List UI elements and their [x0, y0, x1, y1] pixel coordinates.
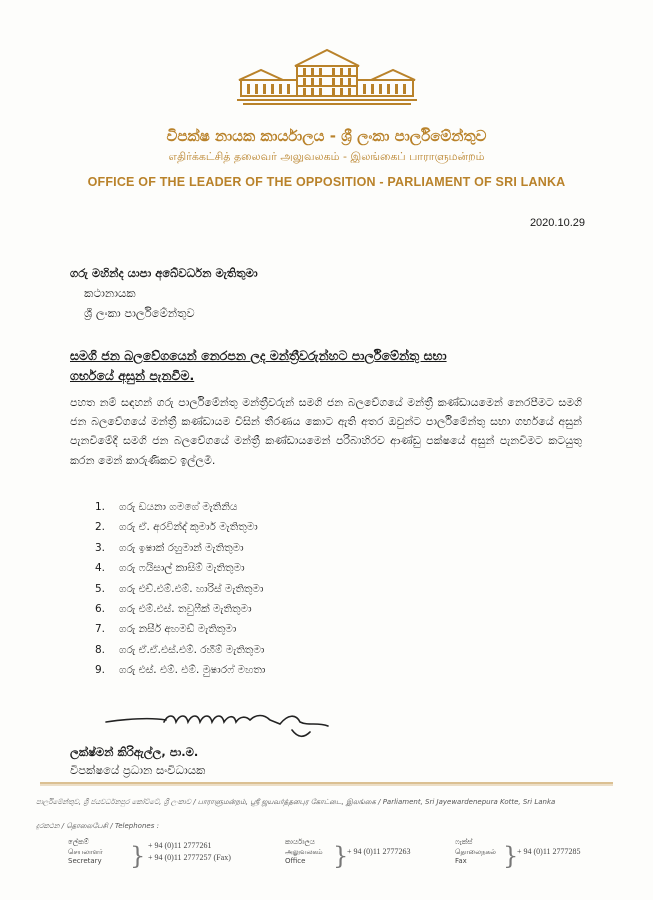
signer-title: විපක්ෂයේ ප්‍රධාන සංවිධායක	[70, 763, 206, 777]
member-number: 2.	[95, 521, 106, 534]
secretary-fax: + 94 (0)11 2777257 (Fax)	[148, 853, 231, 862]
member-name: ගරු නසීර් අහමඩ් මැතිතුමා	[119, 623, 237, 636]
signature	[104, 708, 340, 744]
member-number: 4.	[95, 562, 106, 575]
member-item	[95, 497, 265, 517]
footer-telephones-label: දුරකථන / தொலைபேசி / Telephones :	[36, 822, 159, 830]
footer-divider	[40, 782, 613, 786]
brace-icon: }	[503, 842, 519, 870]
member-name: ගරු ඒ.ඒ.එස්.එම්. රහීම් මැතිතුමා	[119, 643, 265, 656]
brace-icon: }	[333, 842, 349, 870]
member-name: ගරු එච්.එම්.එම්. හාරිස් මැතිතුමා	[119, 582, 264, 595]
addressee-title: කථානායක	[84, 286, 136, 300]
member-number: 5.	[95, 582, 106, 595]
member-item	[95, 538, 265, 558]
member-number: 7.	[95, 623, 106, 636]
member-name: ගරු එම්.එස්. තවුෆීක් මැතිතුමා	[119, 603, 252, 616]
member-name: ගරු ඉෂාක් රහුමාන් මැතිතුමා	[119, 541, 244, 554]
member-name: ගරු ෆයිසාල් කාසිම් මැතිතුමා	[119, 562, 245, 575]
secretary-label-ta: செயலாளர்	[68, 847, 103, 856]
office-tel: + 94 (0)11 2777263	[347, 847, 411, 856]
letter-subject	[70, 346, 580, 386]
office-title-sinhala: විපක්ෂ නායක කාර්යාලය - ශ්‍රී ලංකා පාර්ලිමේන්තුව	[166, 127, 487, 145]
member-item	[95, 640, 265, 660]
member-list	[95, 497, 265, 681]
office-label-en: Office	[285, 857, 306, 865]
member-item	[95, 660, 265, 680]
letter-date: 2020.10.29	[529, 217, 585, 229]
secretary-label-si: ලේකම්	[68, 838, 89, 846]
brace-icon: }	[130, 842, 146, 870]
office-label-si: කාර්යාලය	[285, 838, 315, 846]
subject-line-1: සමගි ජන බලවේගයෙන් නෙරපන ලද මන්ත්‍රීවරුන්හට පාර්ලිමේන්තු සභා	[70, 348, 447, 363]
member-number: 3.	[95, 541, 106, 554]
member-item	[95, 517, 265, 537]
fax-tel: + 94 (0)11 2777285	[517, 847, 581, 856]
addressee-institution: ශ්‍රී ලංකා පාර්ලිමේන්තුව	[84, 306, 195, 320]
fax-label-ta: தொலைநகல்	[455, 847, 496, 856]
parliament-logo	[237, 44, 417, 106]
office-title-tamil: எதிர்க்கட்சித் தலைவர் அலுவலகம் - இலங்கைப் பாராளுமன்றம்	[168, 150, 485, 163]
addressee-block	[70, 263, 258, 323]
fax-label-si: ෆැක්ස්	[455, 838, 473, 846]
office-label-ta: அலுவலகம்	[285, 847, 323, 856]
member-number: 9.	[95, 664, 106, 677]
signer-name: ලක්ෂ්මන් කිරිඇල්ල, පා.ම.	[70, 745, 199, 759]
fax-label-en: Fax	[455, 857, 467, 865]
office-title-english: OFFICE OF THE LEADER OF THE OPPOSITION - PARLIAMENT OF SRI LANKA	[87, 175, 566, 189]
footer-address: පාර්ලිමේන්තුව, ශ්‍රී ජයවර්ධනපුර කෝට්ටේ, ශ්‍රී ලංකාව / பாராளுமன்றம், ஸ்ரீ ஜயவர்த்தனபுர கோட்டை, இலங்கை / Parliament, Sri Jayewardenepura Kotte, Sri Lanka	[36, 798, 556, 806]
member-number: 6.	[95, 603, 106, 616]
signer-block	[70, 743, 205, 779]
member-number: 1.	[95, 501, 106, 513]
member-item	[95, 579, 265, 599]
member-name: ගරු එස්. එම්. එම්. මුෂාරෆ් මහතා	[119, 664, 266, 677]
member-item	[95, 599, 265, 619]
subject-line-2: ගර්භයේ අසුන් පැනවීම.	[70, 368, 195, 383]
member-item	[95, 619, 265, 639]
member-item	[95, 558, 265, 578]
secretary-label-en: Secretary	[68, 857, 102, 865]
secretary-tel: + 94 (0)11 2777261	[148, 841, 212, 850]
addressee-name: ගරු මහින්ද යාපා අබේවර්ධන මැතිතුමා	[70, 266, 258, 280]
member-name: ගරු ඒ. අරවින්ද් කුමාර් මැතිතුමා	[119, 521, 258, 534]
letter-body: පහත නම් සඳහන් ගරු පාර්ලිමේන්තු මන්ත්‍රීවරුන් සමගි ජන බලවේගයේ මන්ත්‍රී කණ්ඩායමෙන් නෙරපීමට සමගි ජන බලවේගයේ මන්ත්‍රී කණ්ඩායම විසින් තීරණය කොට ඇති අතර ඔවුන්ට පාර්ලිමේන්තු සභා ගර්භයේ අසුන් පැනවීමේදී සමගි ජන බලවේගයේ මන්ත්‍රී කණ්ඩායමෙන් පරිබාහිරව ආණ්ඩු පක්ෂයේ අසුන් පැනවීමට කටයුතු කරන මෙන් කාරුණිකව ඉල්ලමි.	[70, 396, 582, 467]
member-name: ගරු ඩයනා ගමගේ මැතිනිය	[119, 501, 238, 513]
member-number: 8.	[95, 643, 106, 656]
